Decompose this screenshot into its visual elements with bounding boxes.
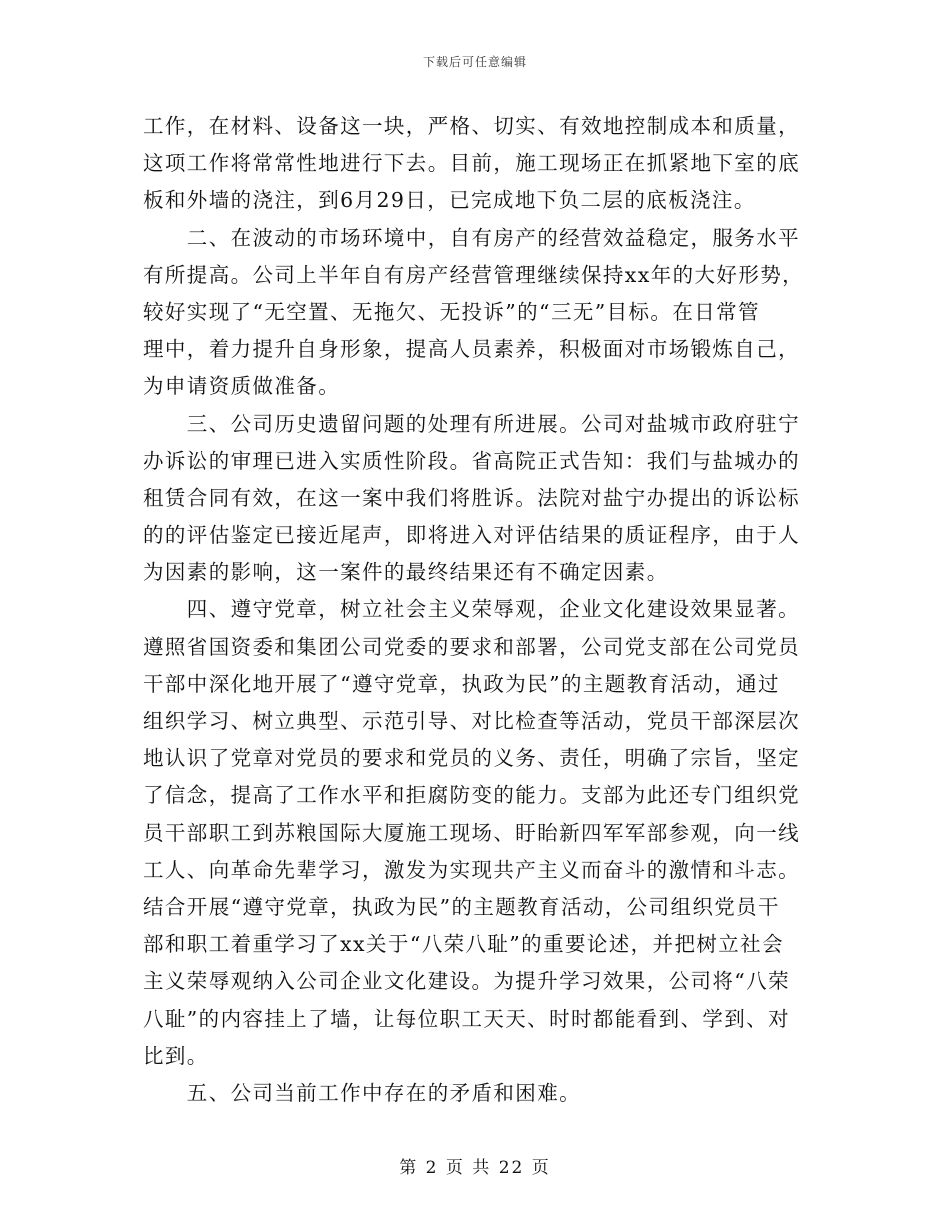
text-line: 干部中深化地开展了“遵守党章，执政为民”的主题教育活动，通过 <box>143 671 780 696</box>
document-body <box>143 108 811 1112</box>
text-line: 工作，在材料、设备这一块，严格、切实、有效地控制成本和质量， <box>143 114 800 138</box>
text-line: 三、公司历史遗留问题的处理有所进展。公司对盐城市政府驻宁 <box>143 411 800 436</box>
page-header: 下载后可任意编辑 <box>422 55 527 69</box>
text-line: 五、公司当前工作中存在的矛盾和困难。 <box>143 1080 581 1105</box>
text-line: 的的评估鉴定已接近尾声，即将进入对评估结果的质证程序，由于人 <box>143 523 800 548</box>
text-line: 员干部职工到苏粮国际大厦施工现场、盱眙新四军军部参观，向一线 <box>143 820 800 845</box>
text-line: 较好实现了“无空置、无拖欠、无投诉”的“三无”目标。在日常管 <box>143 299 760 324</box>
text-line: 有所提高。公司上半年自有房产经营管理继续保持xx年的大好形势， <box>143 262 805 287</box>
text-line: 部和职工着重学习了xx关于“八荣八耻”的重要论述，并把树立社会 <box>143 932 784 957</box>
text-line: 了信念，提高了工作水平和拒腐防变的能力。支部为此还专门组织党 <box>143 783 800 808</box>
text-line: 办诉讼的审理已进入实质性阶段。省高院正式告知：我们与盐城办的 <box>143 448 800 473</box>
text-line: 这项工作将常常性地进行下去。目前，施工现场正在抓紧地下室的底 <box>143 151 800 176</box>
text-line: 理中，着力提升自身形象，提高人员素养，积极面对市场锻炼自己， <box>143 337 800 362</box>
text-line: 遵照省国资委和集团公司党委的要求和部署，公司党支部在公司党员 <box>143 634 800 659</box>
text-line: 为申请资质做准备。 <box>143 374 341 399</box>
text-line: 租赁合同有效，在这一案中我们将胜诉。法院对盐宁办提出的诉讼标 <box>143 485 800 510</box>
text-line: 板和外墙的浇注，到6月29日，已完成地下负二层的底板浇注。 <box>143 188 756 213</box>
text-line: 二、在波动的市场环境中，自有房产的经营效益稳定，服务水平 <box>143 225 800 250</box>
text-line: 地认识了党章对党员的要求和党员的义务、责任，明确了宗旨，坚定 <box>143 746 800 771</box>
text-line: 结合开展“遵守党章，执政为民”的主题教育活动，公司组织党员干 <box>143 894 780 919</box>
text-line: 比到。 <box>143 1043 209 1068</box>
text-line: 为因素的影响，这一案件的最终结果还有不确定因素。 <box>143 560 669 585</box>
text-line: 主义荣辱观纳入公司企业文化建设。为提升学习效果，公司将“八荣 <box>143 969 790 994</box>
text-line: 八耻”的内容挂上了墙，让每位职工天天、时时都能看到、学到、对 <box>143 1006 790 1031</box>
text-line: 工人、向革命先辈学习，激发为实现共产主义而奋斗的激情和斗志。 <box>143 857 800 882</box>
text-line: 四、遵守党章，树立社会主义荣辱观，企业文化建设效果显著。 <box>143 597 800 622</box>
page-footer: 第 2 页 共 22 页 <box>399 1158 551 1178</box>
text-line: 组织学习、树立典型、示范引导、对比检查等活动，党员干部深层次 <box>143 709 800 733</box>
